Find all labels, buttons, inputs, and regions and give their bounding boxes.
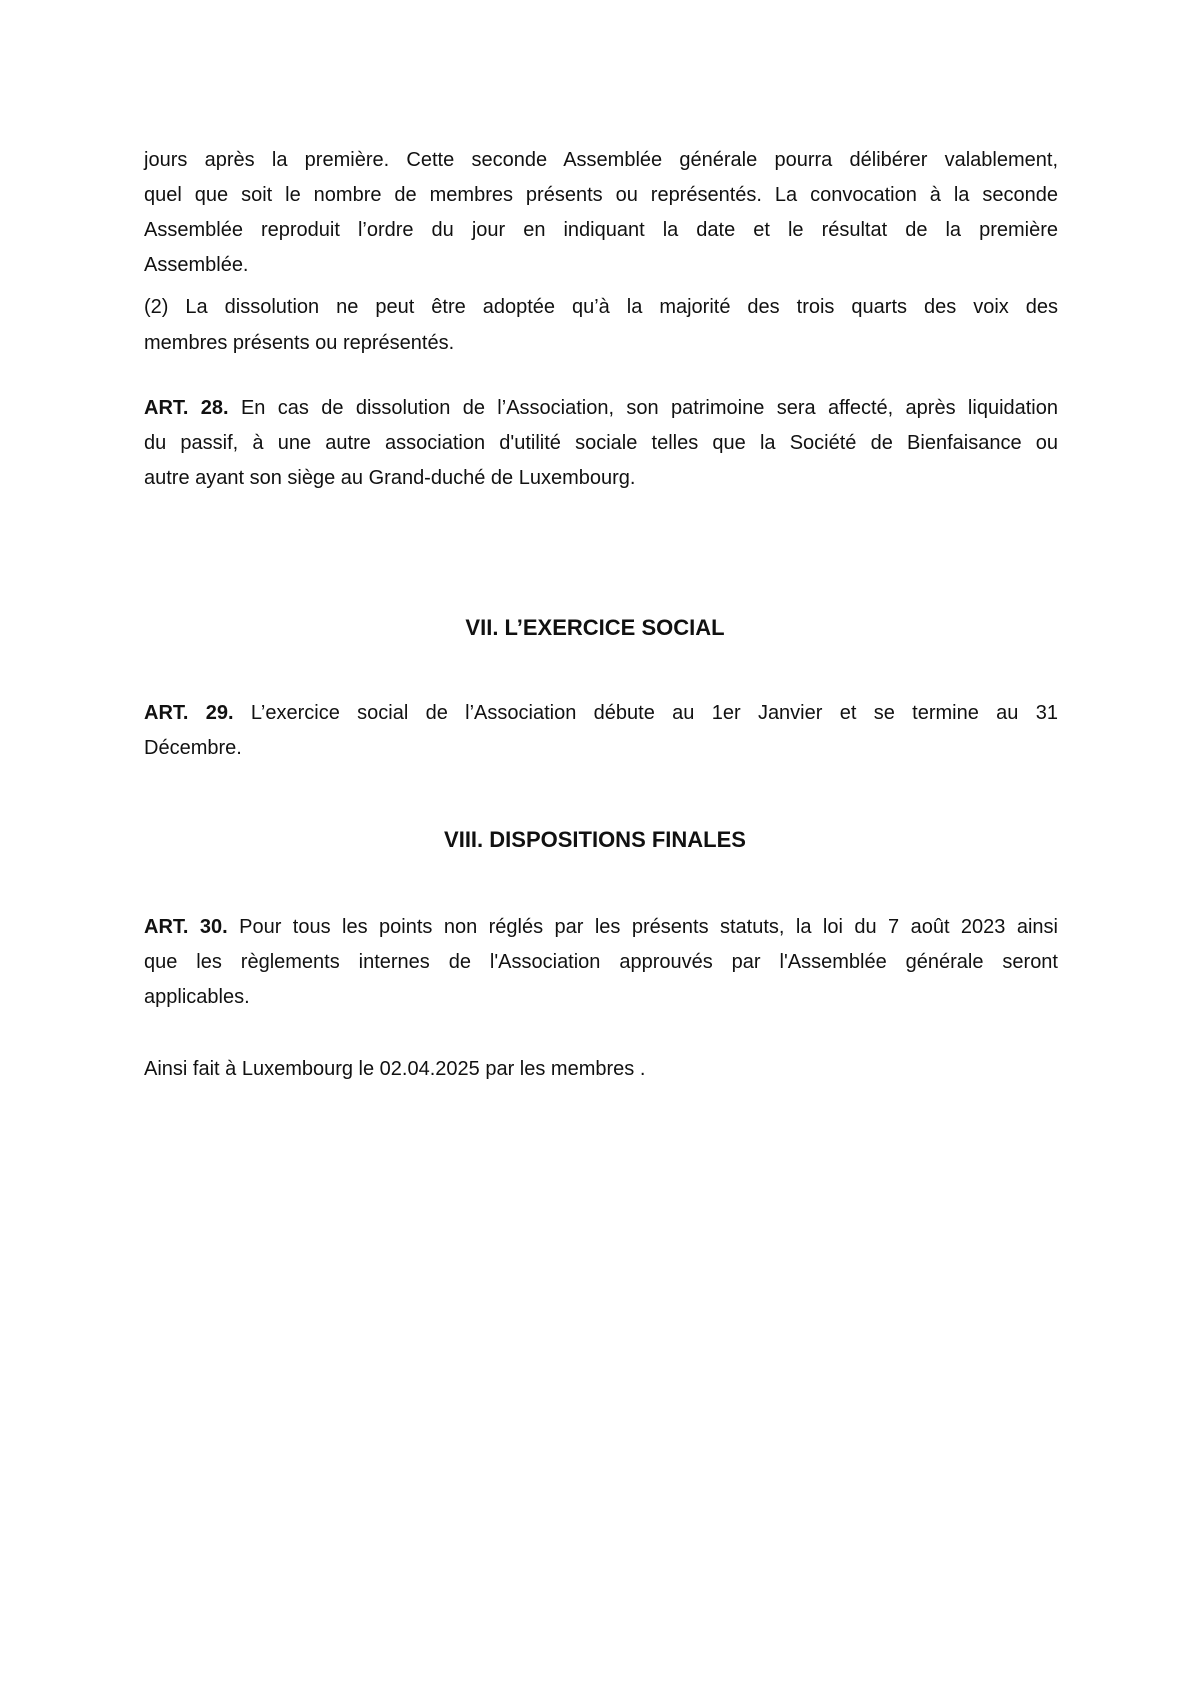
closing-statement: Ainsi fait à Luxembourg le 02.04.2025 par les membres . [144,1058,646,1080]
text-line: du passif, à une autre association d'utilité sociale telles que la Société de Bienfaisance ou [144,432,1058,454]
section-heading-vii: VII. L’EXERCICE SOCIAL [465,615,725,640]
text-line: membres présents ou représentés. [144,332,455,354]
article-text: L’exercice social de l’Association débute au 1er Janvier et se termine au 31 [233,702,1058,724]
article-label: ART. 30. [144,916,228,938]
text-line: (2) La dissolution ne peut être adoptée qu’à la majorité des trois quarts des voix des [144,296,1058,318]
article-label: ART. 29. [144,702,234,724]
section-heading-viii: VIII. DISPOSITIONS FINALES [444,827,746,852]
text-line: applicables. [144,986,250,1008]
text-line: Assemblée reproduit l’ordre du jour en indiquant la date et le résultat de la première [144,219,1058,241]
text-line: Assemblée. [144,254,249,276]
article-text: Pour tous les points non réglés par les présents statuts, la loi du 7 août 2023 ainsi [227,916,1058,938]
text-line: autre ayant son siège au Grand-duché de Luxembourg. [144,467,636,489]
text-line [144,909,1058,945]
text-line [144,695,1058,731]
text-line: Décembre. [144,737,242,759]
article-label: ART. 28. [144,397,229,419]
text-line: jours après la première. Cette seconde Assemblée générale pourra délibérer valablement, [144,149,1058,171]
text-line [144,390,1058,426]
article-text: En cas de dissolution de l’Association, son patrimoine sera affecté, après liquidation [228,397,1058,419]
text-line: que les règlements internes de l'Association approuvés par l'Assemblée générale seront [144,951,1058,973]
text-line: quel que soit le nombre de membres présents ou représentés. La convocation à la seconde [144,184,1058,206]
